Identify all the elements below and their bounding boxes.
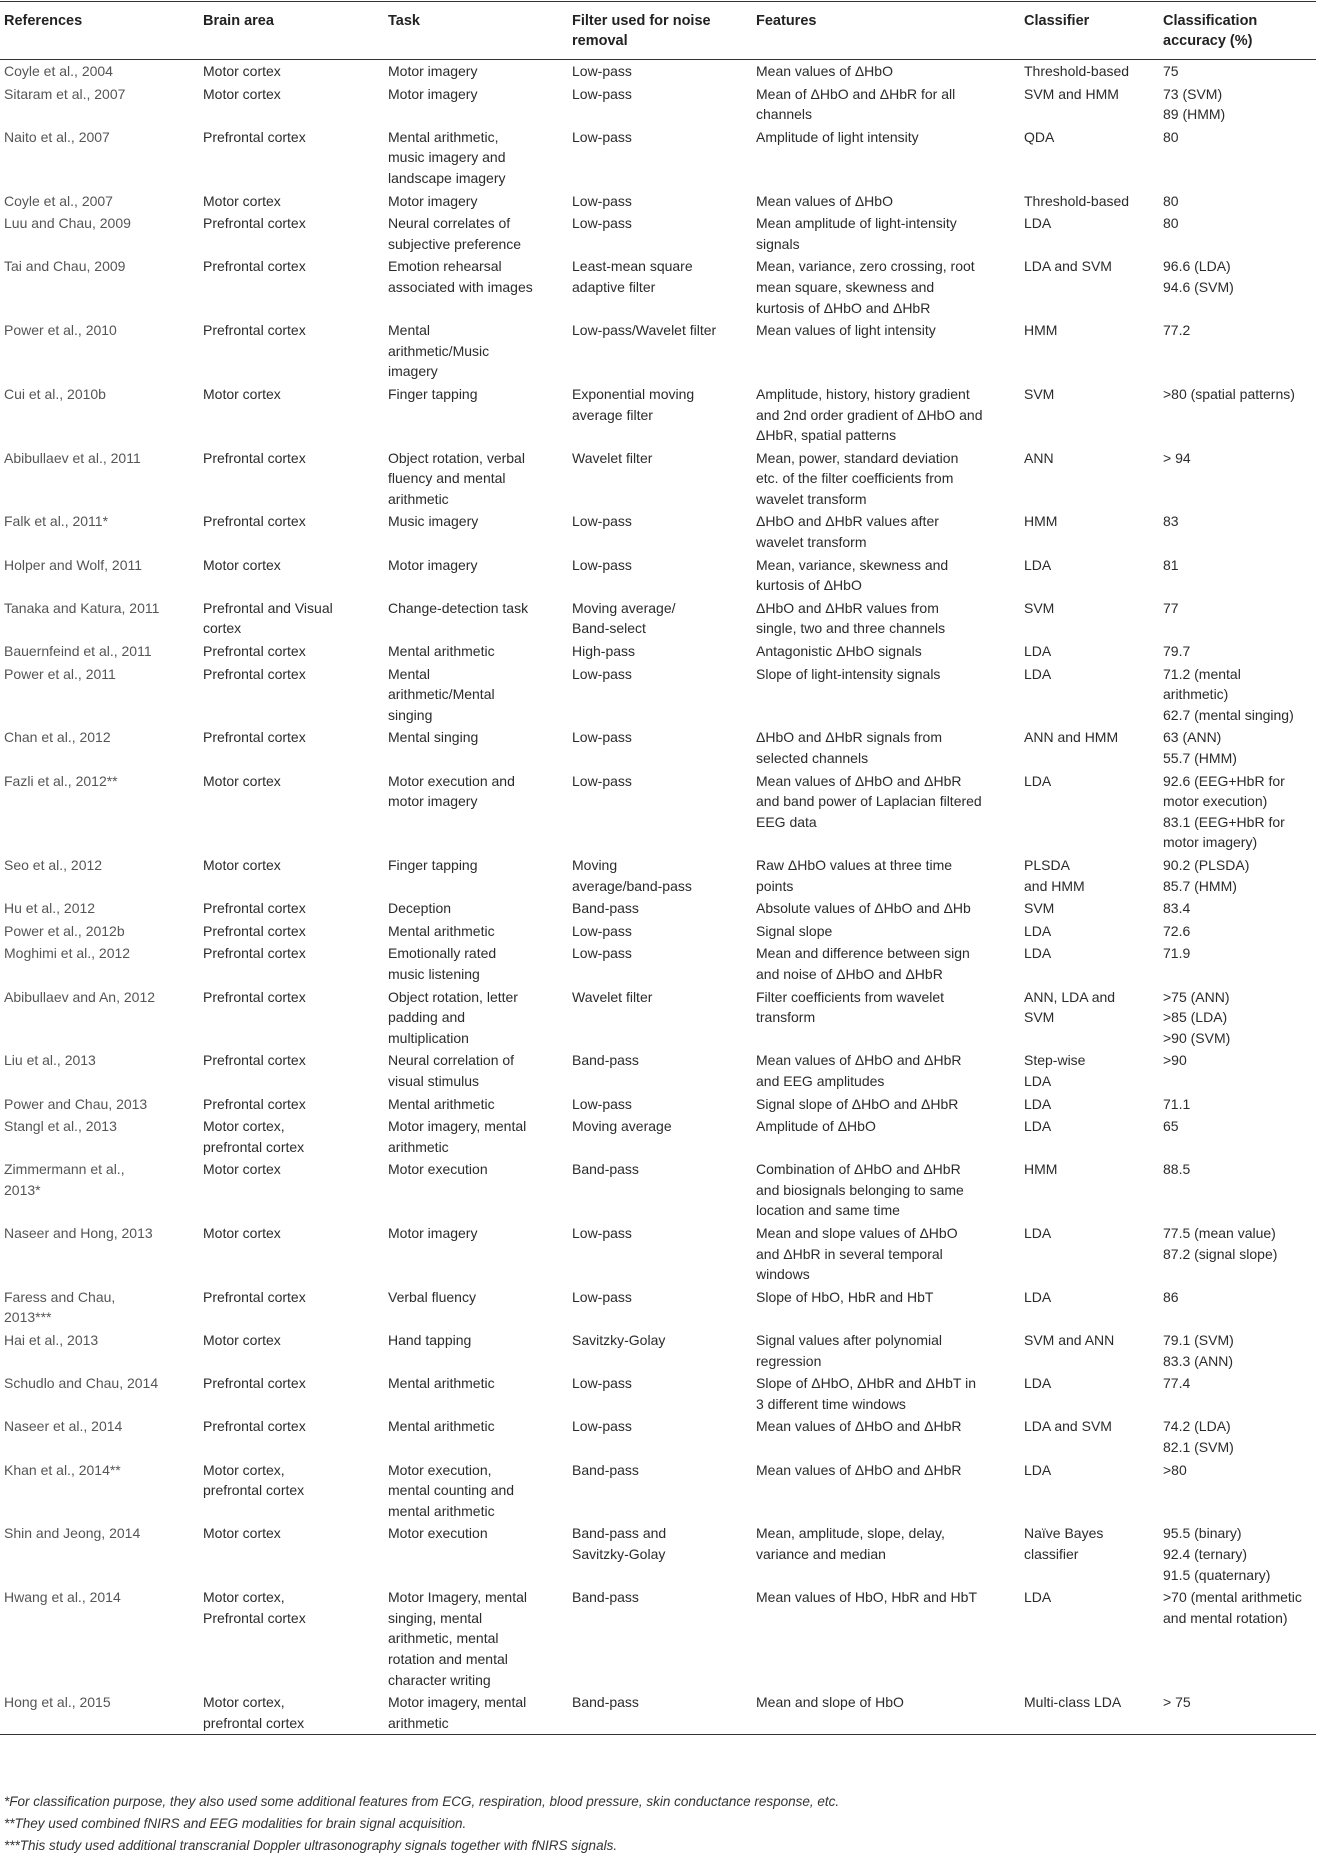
cell-classifier: SVM	[1024, 900, 1055, 917]
cell-classifier: LDA	[1024, 1589, 1052, 1606]
cell-features: Mean values of ΔHbO and ΔHbR	[756, 1418, 962, 1435]
cell-brain-area: Prefrontal cortex	[203, 1375, 306, 1392]
table-row	[0, 190, 1316, 213]
cell-brain-area: Prefrontal cortex	[203, 988, 306, 1005]
cell-filter: Low-pass	[572, 1095, 632, 1112]
cell-features: Mean, amplitude, slope, delay, variance and median	[756, 1525, 945, 1562]
cell-classifier: LDA	[1024, 1225, 1052, 1242]
table-row	[0, 854, 1316, 897]
cell-references: Fazli et al., 2012**	[4, 772, 118, 789]
cell-features: Mean values of ΔHbO and ΔHbR and EEG amplitudes	[756, 1052, 962, 1089]
cell-task: Mental arithmetic	[388, 1375, 495, 1392]
cell-references: Power et al., 2012b	[4, 922, 125, 939]
cell-brain-area: Motor cortex, prefrontal cortex	[203, 1118, 305, 1155]
cell-task: Object rotation, verbal fluency and mental arithmetic	[388, 449, 525, 507]
cell-brain-area: Motor cortex	[203, 85, 281, 102]
cell-references: Sitaram et al., 2007	[4, 85, 126, 102]
cell-accuracy: 90.2 (PLSDA) 85.7 (HMM)	[1163, 856, 1250, 894]
table-row	[0, 1286, 1316, 1329]
cell-brain-area: Prefrontal cortex	[203, 128, 306, 145]
cell-filter: Band-pass	[572, 1052, 639, 1069]
cell-references: Abibullaev and An, 2012	[4, 988, 156, 1005]
cell-filter: Moving average	[572, 1118, 672, 1135]
cell-features: Mean values of ΔHbO	[756, 63, 893, 79]
cell-task: Motor imagery, mental arithmetic	[388, 1118, 527, 1155]
cell-task: Object rotation, letter padding and multiplication	[388, 988, 518, 1046]
cell-task: Emotionally rated music listening	[388, 945, 497, 982]
cell-task: Motor imagery	[388, 85, 478, 102]
cell-accuracy: 77.2	[1163, 322, 1191, 339]
cell-filter: Low-pass	[572, 922, 632, 939]
table-row	[0, 1222, 1316, 1286]
cell-classifier: SVM	[1024, 385, 1055, 402]
classification-table	[0, 1, 1316, 1735]
cell-references: Hu et al., 2012	[4, 900, 96, 917]
table-row	[0, 1093, 1316, 1116]
table-row	[0, 554, 1316, 597]
table-row	[0, 897, 1316, 920]
cell-task: Mental arithmetic, music imagery and landscape imagery	[388, 128, 506, 186]
cell-classifier: QDA	[1024, 128, 1055, 145]
header-task: Task	[384, 2, 568, 60]
cell-references: Liu et al., 2013	[4, 1052, 96, 1069]
header-brain-area: Brain area	[199, 2, 384, 60]
header-features: Features	[752, 2, 1020, 60]
cell-classifier: LDA	[1024, 665, 1052, 682]
cell-accuracy: 77.5 (mean value) 87.2 (signal slope)	[1163, 1225, 1278, 1262]
cell-brain-area: Prefrontal cortex	[203, 922, 306, 939]
cell-references: Cui et al., 2010b	[4, 385, 106, 402]
cell-task: Motor execution, mental counting and mental arithmetic	[388, 1461, 515, 1519]
cell-accuracy: 80	[1163, 215, 1179, 232]
cell-accuracy: 86	[1163, 1288, 1179, 1305]
cell-filter: Savitzky-Golay	[572, 1332, 666, 1349]
cell-classifier: LDA	[1024, 643, 1052, 660]
cell-classifier: Step-wise LDA	[1024, 1052, 1086, 1089]
cell-task: Motor imagery, mental arithmetic	[384, 1691, 568, 1735]
table-row	[0, 1415, 1316, 1458]
cell-brain-area: Prefrontal cortex	[203, 322, 306, 339]
cell-features: Slope of HbO, HbR and HbT	[756, 1288, 934, 1305]
table-row	[0, 986, 1316, 1050]
cell-features: Mean values of ΔHbO	[756, 192, 893, 209]
cell-filter: Low-pass	[572, 772, 632, 789]
cell-task: Motor Imagery, mental singing, mental arithmetic, mental rotation and mental character writing	[388, 1589, 528, 1688]
cell-brain-area: Prefrontal cortex	[203, 729, 306, 746]
cell-accuracy: 77	[1163, 599, 1179, 616]
cell-filter: Low-pass	[572, 1225, 632, 1242]
cell-references: Power et al., 2010	[4, 322, 117, 339]
cell-brain-area: Prefrontal cortex	[203, 643, 306, 660]
table-row	[0, 726, 1316, 769]
cell-classifier: LDA and SVM	[1024, 258, 1112, 275]
table-row	[0, 383, 1316, 447]
cell-references: Power et al., 2011	[4, 665, 116, 682]
cell-accuracy: >80	[1163, 1461, 1187, 1478]
cell-references: Naito et al., 2007	[4, 128, 110, 145]
cell-brain-area: Prefrontal cortex	[203, 1418, 306, 1435]
cell-task: Music imagery	[388, 513, 479, 530]
cell-task: Mental arithmetic/Music imagery	[388, 322, 490, 380]
cell-features: ΔHbO and ΔHbR values from single, two and three channels	[756, 599, 946, 637]
cell-classifier: Threshold-based	[1024, 63, 1130, 79]
cell-task: Finger tapping	[388, 385, 478, 402]
cell-features: Mean and slope values of ΔHbO and ΔHbR in several temporal windows	[756, 1225, 958, 1283]
header-row	[0, 2, 1316, 60]
footnote-2: **They used combined fNIRS and EEG modalities for brain signal acquisition.	[4, 1816, 467, 1831]
cell-classifier: Threshold-based	[1024, 192, 1130, 209]
cell-classifier: SVM	[1024, 599, 1055, 616]
cell-filter: Low-pass	[572, 1288, 632, 1305]
cell-brain-area: Motor cortex	[203, 1225, 281, 1242]
cell-classifier: SVM and ANN	[1024, 1332, 1115, 1349]
cell-references: Shin and Jeong, 2014	[4, 1525, 141, 1542]
cell-accuracy: 95.5 (binary) 92.4 (ternary) 91.5 (quaternary)	[1163, 1525, 1271, 1583]
table-row	[0, 1115, 1316, 1158]
cell-features: Mean, power, standard deviation etc. of the filter coefficients from wavelet transform	[756, 449, 959, 507]
cell-task: Neural correlation of visual stimulus	[388, 1052, 515, 1089]
cell-filter: Low-pass	[572, 556, 632, 573]
cell-classifier: LDA	[1024, 772, 1052, 789]
cell-task: Mental arithmetic	[388, 643, 495, 660]
cell-references: Stangl et al., 2013	[4, 1118, 117, 1135]
cell-references: Schudlo and Chau, 2014	[4, 1375, 159, 1392]
cell-task: Deception	[388, 900, 452, 917]
cell-classifier: HMM	[1024, 1161, 1058, 1178]
header-references: References	[0, 2, 199, 60]
cell-features: Slope of ΔHbO, ΔHbR and ΔHbT in 3 different time windows	[756, 1375, 977, 1412]
cell-references: Tai and Chau, 2009	[4, 258, 126, 275]
cell-features: ΔHbO and ΔHbR values after wavelet transform	[756, 513, 939, 551]
cell-accuracy: 80	[1163, 128, 1179, 145]
table-row	[0, 770, 1316, 854]
cell-accuracy: 79.1 (SVM) 83.3 (ANN)	[1163, 1332, 1234, 1369]
cell-filter: Band-pass	[572, 1589, 639, 1606]
cell-classifier: LDA and SVM	[1024, 1418, 1112, 1435]
cell-filter: Exponential moving average filter	[572, 385, 695, 423]
cell-accuracy: 80	[1163, 192, 1179, 209]
table-row	[0, 447, 1316, 511]
cell-features: Slope of light-intensity signals	[756, 665, 941, 682]
cell-task: Mental arithmetic	[388, 1095, 495, 1112]
cell-references: Zimmermann et al., 2013*	[4, 1161, 125, 1198]
cell-references: Hong et al., 2015	[0, 1691, 199, 1735]
cell-features: Amplitude of ΔHbO	[756, 1118, 876, 1135]
cell-accuracy: 71.9	[1163, 945, 1191, 962]
cell-task: Emotion rehearsal associated with images	[388, 258, 533, 295]
cell-filter: Least-mean square adaptive filter	[572, 258, 693, 295]
cell-features: Amplitude of light intensity	[756, 128, 919, 145]
cell-classifier: Naïve Bayes classifier	[1024, 1525, 1104, 1562]
cell-brain-area: Motor cortex	[203, 1161, 281, 1178]
cell-task: Change-detection task	[388, 599, 529, 616]
cell-features: Combination of ΔHbO and ΔHbR and biosignals belonging to same location and same time	[756, 1161, 964, 1219]
cell-filter: Wavelet filter	[572, 449, 653, 466]
footnote-3: ***This study used additional transcranial Doppler ultrasonography signals together with fNIRS signals.	[4, 1838, 618, 1853]
cell-references: Coyle et al., 2004	[4, 63, 113, 79]
cell-accuracy: 75	[1163, 63, 1179, 79]
cell-accuracy: >80 (spatial patterns)	[1163, 385, 1295, 402]
cell-brain-area: Prefrontal cortex	[203, 215, 306, 232]
cell-accuracy: 96.6 (LDA) 94.6 (SVM)	[1163, 258, 1234, 295]
table-row	[0, 1329, 1316, 1372]
table-row	[0, 640, 1316, 663]
cell-references: Coyle et al., 2007	[4, 192, 113, 209]
cell-brain-area: Motor cortex	[203, 1525, 281, 1542]
cell-features: Mean and slope of HbO	[752, 1691, 1020, 1735]
cell-features: Signal slope of ΔHbO and ΔHbR	[756, 1095, 959, 1112]
table-row	[0, 83, 1316, 126]
cell-classifier: HMM	[1024, 513, 1058, 530]
table-row	[0, 1049, 1316, 1092]
cell-accuracy: 77.4	[1163, 1375, 1191, 1392]
cell-features: Mean, variance, skewness and kurtosis of ΔHbO	[756, 556, 949, 594]
cell-features: Mean, variance, zero crossing, root mean square, skewness and kurtosis of ΔHbO and ΔHbR	[756, 258, 975, 316]
cell-filter: Low-pass	[572, 1375, 632, 1392]
cell-accuracy: >75 (ANN) >85 (LDA) >90 (SVM)	[1163, 988, 1231, 1046]
cell-accuracy: 73 (SVM) 89 (HMM)	[1163, 85, 1226, 123]
cell-references: Seo et al., 2012	[4, 856, 103, 873]
cell-accuracy: 63 (ANN) 55.7 (HMM)	[1163, 729, 1237, 766]
cell-task: Mental singing	[388, 729, 479, 746]
cell-classifier: Multi-class LDA	[1020, 1691, 1159, 1735]
cell-filter: Band-pass	[572, 900, 639, 917]
cell-brain-area: Motor cortex, prefrontal cortex	[203, 1461, 305, 1499]
cell-accuracy: 83.4	[1163, 900, 1191, 917]
cell-references: Luu and Chau, 2009	[4, 215, 131, 232]
cell-references: Naseer et al., 2014	[4, 1418, 123, 1435]
cell-brain-area: Motor cortex	[203, 772, 281, 789]
header-filter: Filter used for noise removal	[568, 2, 752, 60]
cell-references: Faress and Chau, 2013***	[4, 1288, 116, 1326]
cell-brain-area: Motor cortex, prefrontal cortex	[199, 1691, 384, 1735]
cell-features: Antagonistic ΔHbO signals	[756, 643, 922, 660]
cell-accuracy: >90	[1163, 1052, 1187, 1069]
table-row	[0, 1586, 1316, 1691]
table-row	[0, 319, 1316, 383]
cell-filter: Low-pass	[572, 192, 632, 209]
cell-features: ΔHbO and ΔHbR signals from selected channels	[756, 729, 942, 766]
header-accuracy: Classification accuracy (%)	[1159, 2, 1316, 60]
cell-filter: Low-pass	[572, 128, 632, 145]
cell-classifier: LDA	[1024, 1118, 1052, 1135]
table-row	[0, 510, 1316, 553]
cell-brain-area: Prefrontal cortex	[203, 1288, 306, 1305]
table-header	[0, 2, 1316, 60]
table-row	[0, 60, 1316, 83]
cell-task: Verbal fluency	[388, 1288, 476, 1305]
table-row	[0, 597, 1316, 640]
cell-task: Mental arithmetic	[388, 1418, 495, 1435]
table-row	[0, 255, 1316, 319]
cell-accuracy: > 94	[1163, 449, 1191, 466]
cell-filter: Wavelet filter	[572, 988, 653, 1005]
cell-brain-area: Prefrontal and Visual cortex	[203, 599, 333, 637]
cell-accuracy: 71.2 (mental arithmetic) 62.7 (mental singing)	[1163, 665, 1294, 723]
cell-features: Filter coefficients from wavelet transform	[756, 988, 945, 1026]
cell-features: Mean values of ΔHbO and ΔHbR and band power of Laplacian filtered EEG data	[756, 772, 982, 830]
cell-brain-area: Prefrontal cortex	[203, 449, 306, 466]
cell-filter: Low-pass	[572, 729, 632, 746]
cell-task: Mental arithmetic/Mental singing	[388, 665, 495, 723]
cell-classifier: LDA	[1024, 1375, 1052, 1392]
cell-classifier: ANN, LDA and SVM	[1024, 988, 1116, 1026]
cell-filter: Low-pass	[572, 513, 632, 530]
cell-features: Absolute values of ΔHbO and ΔHb	[756, 900, 971, 917]
table-row	[0, 1372, 1316, 1415]
table-row	[0, 1459, 1316, 1523]
cell-classifier: PLSDA and HMM	[1024, 856, 1085, 894]
cell-filter: Low-pass/Wavelet filter	[572, 322, 717, 339]
cell-references: Khan et al., 2014**	[4, 1461, 121, 1478]
cell-references: Chan et al., 2012	[4, 729, 111, 746]
cell-classifier: LDA	[1024, 215, 1052, 232]
cell-filter: Band-pass	[572, 1161, 639, 1178]
cell-references: Holper and Wolf, 2011	[4, 556, 143, 573]
cell-brain-area: Prefrontal cortex	[203, 1052, 306, 1069]
cell-brain-area: Motor cortex, Prefrontal cortex	[203, 1589, 306, 1626]
cell-brain-area: Prefrontal cortex	[203, 945, 306, 962]
cell-references: Abibullaev et al., 2011	[4, 449, 141, 466]
cell-task: Motor execution	[388, 1161, 488, 1178]
cell-accuracy: >70 (mental arithmetic and mental rotation)	[1163, 1589, 1302, 1626]
cell-features: Amplitude, history, history gradient and 2nd order gradient of ΔHbO and ΔHbR, spatial patterns	[756, 385, 983, 444]
cell-filter: Low-pass	[572, 1418, 632, 1435]
cell-references: Moghimi et al., 2012	[4, 945, 131, 962]
cell-classifier: LDA	[1024, 922, 1052, 939]
cell-classifier: ANN and HMM	[1024, 729, 1119, 746]
cell-task: Motor imagery	[388, 556, 478, 573]
cell-filter: Low-pass	[572, 215, 632, 232]
cell-references: Bauernfeind et al., 2011	[4, 643, 152, 660]
cell-task: Motor imagery	[388, 63, 478, 79]
cell-filter: Band-pass	[568, 1691, 752, 1735]
cell-features: Mean values of light intensity	[756, 322, 936, 339]
cell-filter: High-pass	[572, 643, 636, 660]
cell-accuracy: 92.6 (EEG+HbR for motor execution) 83.1 (EEG+HbR for motor imagery)	[1163, 772, 1285, 851]
cell-task: Motor imagery	[388, 1225, 478, 1242]
footnote-1: *For classification purpose, they also used some additional features from ECG, respiration, blood pressure, skin conductance response, etc.	[4, 1794, 840, 1809]
cell-accuracy: 79.7	[1163, 643, 1191, 660]
cell-accuracy: 83	[1163, 513, 1179, 530]
cell-features: Signal slope	[756, 922, 833, 939]
cell-filter: Low-pass	[572, 85, 632, 102]
cell-classifier: ANN	[1024, 449, 1054, 466]
table-row	[0, 126, 1316, 190]
cell-accuracy: 74.2 (LDA) 82.1 (SVM)	[1163, 1418, 1234, 1455]
cell-brain-area: Prefrontal cortex	[203, 1095, 306, 1112]
cell-brain-area: Motor cortex	[203, 1332, 281, 1349]
cell-accuracy: 81	[1163, 556, 1179, 573]
cell-features: Raw ΔHbO values at three time points	[756, 856, 953, 894]
cell-classifier: LDA	[1024, 1288, 1052, 1305]
cell-brain-area: Prefrontal cortex	[203, 513, 306, 530]
cell-accuracy: 72.6	[1163, 922, 1191, 939]
cell-references: Tanaka and Katura, 2011	[4, 599, 160, 616]
cell-brain-area: Prefrontal cortex	[203, 665, 306, 682]
cell-references: Hwang et al., 2014	[4, 1589, 121, 1606]
cell-features: Mean and difference between sign and noise of ΔHbO and ΔHbR	[756, 945, 970, 982]
cell-references: Falk et al., 2011*	[4, 513, 109, 530]
cell-task: Hand tapping	[388, 1332, 472, 1349]
cell-classifier: LDA	[1024, 1095, 1052, 1112]
cell-classifier: LDA	[1024, 1461, 1052, 1478]
cell-references: Power and Chau, 2013	[4, 1095, 148, 1112]
table-row	[0, 1691, 1316, 1735]
cell-features: Mean amplitude of light-intensity signals	[756, 215, 957, 252]
cell-features: Mean values of HbO, HbR and HbT	[756, 1589, 977, 1606]
cell-classifier: HMM	[1024, 322, 1058, 339]
table-row	[0, 212, 1316, 255]
cell-filter: Moving average/ Band-select	[572, 599, 676, 637]
cell-task: Neural correlates of subjective preference	[388, 215, 522, 252]
cell-accuracy: > 75	[1159, 1691, 1316, 1735]
table-row	[0, 942, 1316, 985]
cell-brain-area: Motor cortex	[203, 63, 281, 79]
table-row	[0, 1158, 1316, 1222]
cell-features: Mean values of ΔHbO and ΔHbR	[756, 1461, 962, 1478]
table-row	[0, 920, 1316, 943]
table-row	[0, 663, 1316, 727]
cell-filter: Band-pass and Savitzky-Golay	[572, 1525, 667, 1562]
cell-accuracy: 88.5	[1163, 1161, 1191, 1178]
cell-brain-area: Motor cortex	[203, 192, 281, 209]
cell-brain-area: Prefrontal cortex	[203, 258, 306, 275]
cell-features: Signal values after polynomial regression	[756, 1332, 942, 1369]
cell-task: Motor imagery	[388, 192, 478, 209]
cell-filter: Low-pass	[572, 63, 632, 79]
cell-features: Mean of ΔHbO and ΔHbR for all channels	[756, 85, 956, 123]
cell-filter: Band-pass	[572, 1461, 639, 1478]
cell-accuracy: 71.1	[1163, 1095, 1191, 1112]
cell-task: Finger tapping	[388, 856, 478, 873]
footnotes	[4, 1791, 1304, 1857]
cell-classifier: SVM and HMM	[1024, 85, 1119, 102]
table-row	[0, 1522, 1316, 1586]
cell-accuracy: 65	[1163, 1118, 1179, 1135]
cell-brain-area: Motor cortex	[203, 385, 281, 402]
cell-task: Mental arithmetic	[388, 922, 495, 939]
cell-classifier: LDA	[1024, 556, 1052, 573]
cell-brain-area: Motor cortex	[203, 856, 281, 873]
cell-task: Motor execution and motor imagery	[388, 772, 515, 810]
cell-filter: Moving average/band-pass	[572, 856, 692, 894]
cell-filter: Low-pass	[572, 945, 632, 962]
cell-filter: Low-pass	[572, 665, 632, 682]
table-body	[0, 60, 1316, 1735]
header-classifier: Classifier	[1020, 2, 1159, 60]
cell-references: Naseer and Hong, 2013	[4, 1225, 153, 1242]
cell-task: Motor execution	[388, 1525, 488, 1542]
cell-brain-area: Prefrontal cortex	[203, 900, 306, 917]
cell-classifier: LDA	[1024, 945, 1052, 962]
cell-references: Hai et al., 2013	[4, 1332, 99, 1349]
cell-brain-area: Motor cortex	[203, 556, 281, 573]
